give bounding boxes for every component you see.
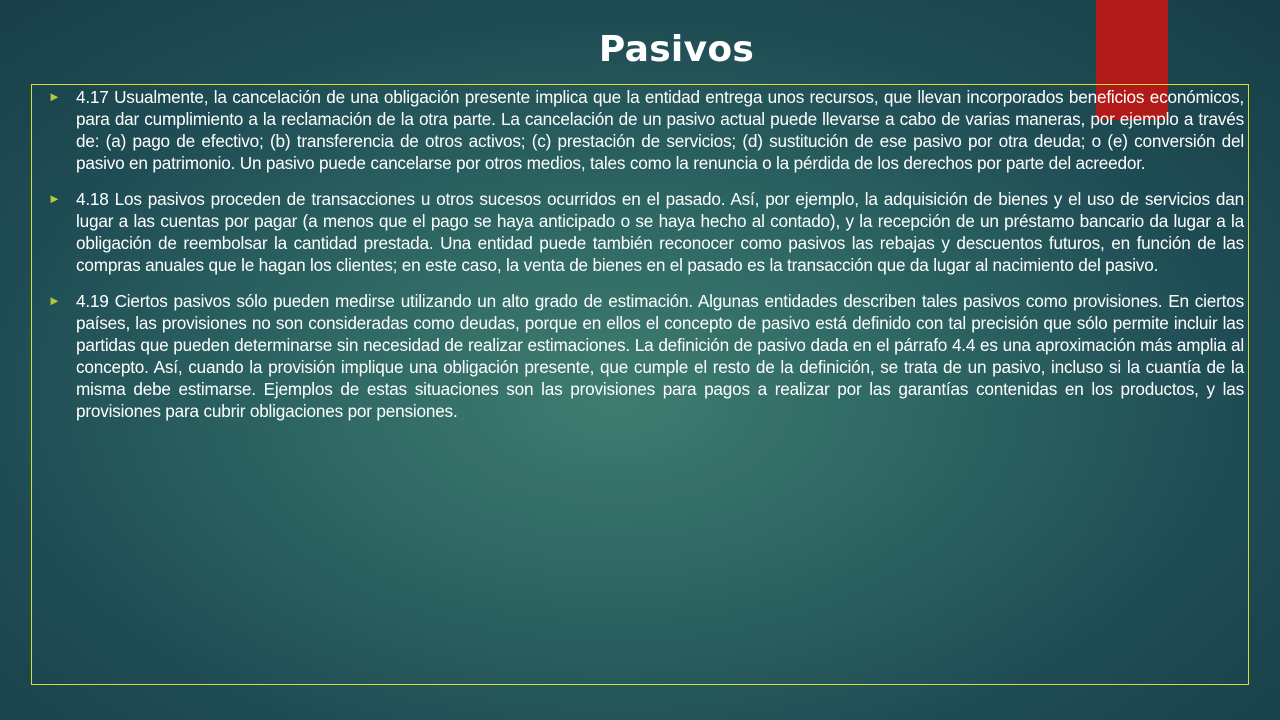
triangle-right-icon: ► — [48, 191, 61, 206]
bullet-text: 4.17 Usualmente, la cancelación de una obligación presente implica que la entidad entrega unos recursos, que llevan incorporados beneficios económicos, para dar cumplimiento a la reclamación de la otra parte. La cancelación de un pasivo actual puede llevarse a cabo de varias maneras, por ejemplo a través de: (a) pago de efectivo; (b) transferencia de otros activos; (c) prestación de servicios; (d) sustitución de ese pasivo por otra deuda; o (e) conversión del pasivo en patrimonio. Un pasivo puede cancelarse por otros medios, tales como la renuncia o la pérdida de los derechos por parte del acreedor. — [76, 87, 1244, 173]
bullet-item — [48, 86, 1244, 174]
bullet-item — [48, 290, 1244, 422]
bullet-item — [48, 188, 1244, 276]
bullet-text: 4.18 Los pasivos proceden de transacciones u otros sucesos ocurridos en el pasado. Así, por ejemplo, la adquisición de bienes y el uso de servicios dan lugar a las cuentas por pagar (a menos que el pago se haya anticipado o se haya hecho al contado), y la recepción de un préstamo bancario da lugar a la obligación de reembolsar la cantidad prestada. Una entidad puede también reconocer como pasivos las rebajas y descuentos futuros, en función de las compras anuales que le hagan los clientes; en este caso, la venta de bienes en el pasado es la transacción que da lugar al nacimiento del pasivo. — [76, 189, 1244, 275]
triangle-right-icon: ► — [48, 89, 61, 104]
bullet-text: 4.19 Ciertos pasivos sólo pueden medirse utilizando un alto grado de estimación. Algunas entidades describen tales pasivos como provisiones. En ciertos países, las provisiones no son consideradas como deudas, porque en ellos el concepto de pasivo está definido con tal precisión que sólo permite incluir las partidas que pueden determinarse sin necesidad de realizar estimaciones. La definición de pasivo dada en el párrafo 4.4 es una aproximación más amplia al concepto. Así, cuando la provisión implique una obligación presente, que cumple el resto de la definición, se trata de un pasivo, incluso si la cuantía de la misma debe estimarse. Ejemplos de estas situaciones son las provisiones para pagos a realizar por las garantías contenidas en los productos, y las provisiones para cubrir obligaciones por pensiones. — [76, 291, 1244, 421]
triangle-right-icon: ► — [48, 293, 61, 308]
slide-title: Pasivos — [598, 29, 755, 70]
bullet-list — [48, 86, 1244, 436]
